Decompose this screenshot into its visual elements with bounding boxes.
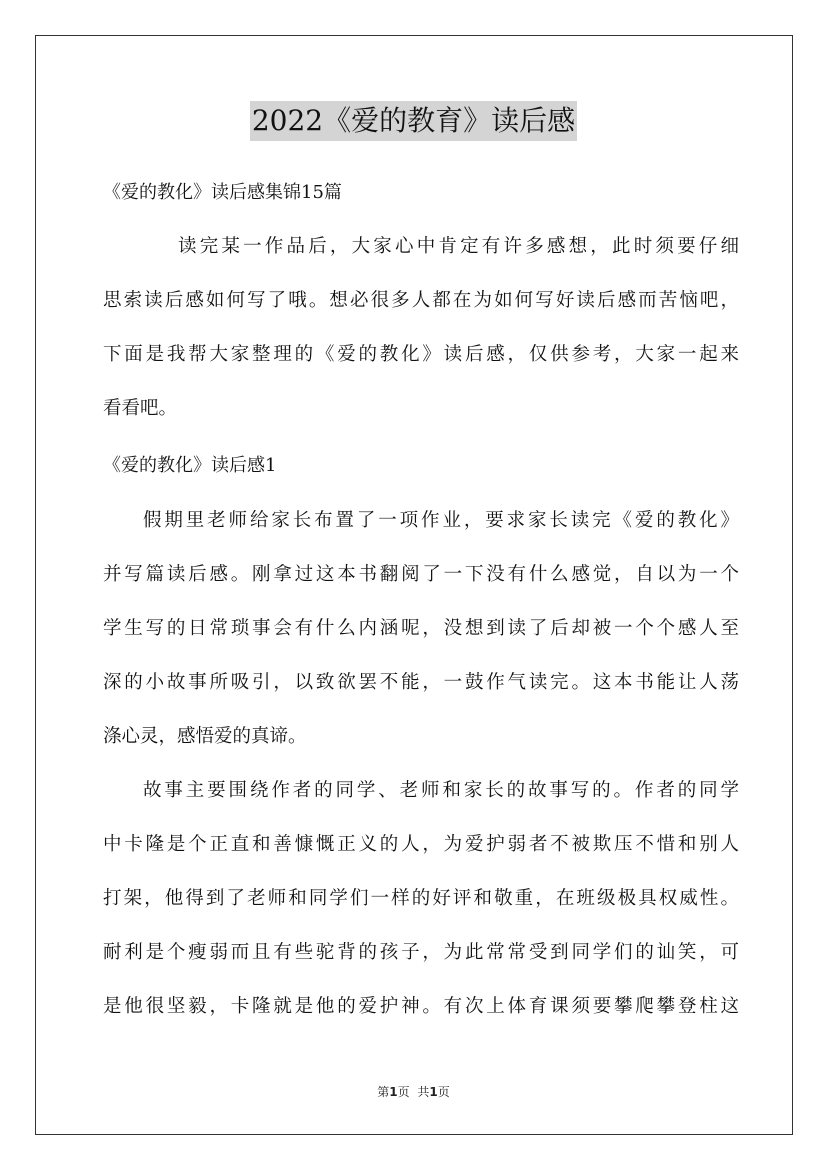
paragraph-line: 假期里老师给家长布置了一项作业，要求家长读完《爱的教化》 xyxy=(143,510,739,531)
paragraph-line: 并写篇读后感。刚拿过这本书翻阅了一下没有什么感觉，自以为一个 xyxy=(103,564,739,585)
paragraph-line: 是他很坚毅，卡隆就是他的爱护神。有次上体育课须要攀爬攀登柱这 xyxy=(103,996,739,1017)
title-container xyxy=(0,101,827,141)
paragraph-line: 故事主要围绕作者的同学、老师和家长的故事写的。作者的同学 xyxy=(143,780,739,801)
intro-paragraph xyxy=(103,220,739,436)
page-suffix: 页 xyxy=(397,1085,410,1099)
body-paragraph-1 xyxy=(103,494,739,764)
paragraph-line: 深的小故事所吸引，以致欲罢不能，一鼓作气读完。这本书能让人荡 xyxy=(103,672,739,693)
paragraph-line: 下面是我帮大家整理的《爱的教化》读后感，仅供参考，大家一起来 xyxy=(103,344,739,365)
document-subtitle: 《爱的教化》读后感集锦15篇 xyxy=(103,182,342,203)
paragraph-line: 读完某一作品后，大家心中肯定有许多感想，此时须要仔细 xyxy=(178,236,739,257)
paragraph-line: 思索读后感如何写了哦。想必很多人都在为如何写好读后感而苦恼吧， xyxy=(103,290,739,311)
page-prefix: 第 xyxy=(377,1085,390,1099)
paragraph-line: 涤心灵，感悟爱的真谛。 xyxy=(103,726,307,747)
total-suffix: 页 xyxy=(437,1085,450,1099)
document-title: 2022《爱的教育》读后感 xyxy=(250,101,577,141)
paragraph-line: 看看吧。 xyxy=(103,398,178,419)
paragraph-line: 耐利是个瘦弱而且有些驼背的孩子，为此常常受到同学们的讪笑，可 xyxy=(103,942,739,963)
paragraph-line: 打架，他得到了老师和同学们一样的好评和敬重，在班级极具权威性。 xyxy=(103,888,739,909)
page-number: 1 xyxy=(389,1085,398,1099)
paragraph-line: 学生写的日常琐事会有什么内涵呢，没想到读了后却被一个个感人至 xyxy=(103,618,739,639)
total-pages: 1 xyxy=(429,1085,438,1099)
page-footer xyxy=(0,1083,827,1100)
body-paragraph-2 xyxy=(103,764,739,1034)
total-prefix: 共 xyxy=(417,1085,430,1099)
section-heading: 《爱的教化》读后感1 xyxy=(103,455,277,476)
paragraph-line: 中卡隆是个正直和善慷慨正义的人，为爱护弱者不被欺压不惜和别人 xyxy=(103,834,739,855)
